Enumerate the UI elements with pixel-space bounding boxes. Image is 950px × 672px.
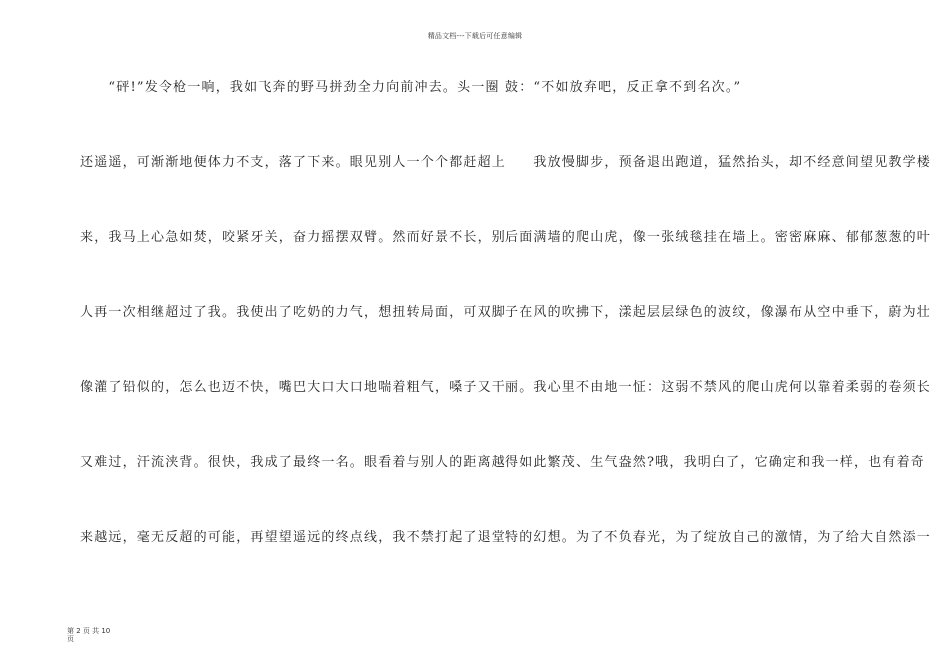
right-line-5: 丽。我心里不由地一怔：这弱不禁风的爬山虎何以靠着柔弱的卷须长 [505,380,932,395]
right-text-column [505,80,932,605]
right-line-1: 鼓：“不如放弃吧，反正拿不到名次。” [505,80,742,95]
left-line-3: 来，我马上心急如焚，咬紧牙关，奋力摇摆双臂。然而好景不长，别 [80,230,507,245]
left-line-1: “砰!”发令枪一响，我如飞奔的野马拼劲全力向前冲去。头一圈 [80,80,500,95]
page-number-footer [67,627,127,643]
right-line-7: 特的幻想。为了不负春光，为了绽放自己的激情，为了给大自然添一 [505,530,932,545]
right-line-2: 我放慢脚步，预备退出跑道，猛然抬头，却不经意间望见教学楼 [505,155,932,170]
page-header: 精品文档---下载后可任意编辑 [427,32,523,40]
left-line-2: 还遥遥，可渐渐地便体力不支，落了下来。眼见别人一个个都赶超上 [80,155,507,170]
page-number-line-1: 第 2 页 共 10 [67,627,111,635]
right-line-4: 子在风的吹拂下，漾起层层绿色的波纹，像瀑布从空中垂下，蔚为壮 [505,305,932,320]
left-line-4: 人再一次相继超过了我。我使出了吃奶的力气，想扭转局面，可双脚 [80,305,507,320]
left-line-7: 来越远，毫无反超的可能，再望望遥远的终点线，我不禁打起了退堂 [80,530,507,545]
right-line-6: 得如此繁茂、生气盎然?哦，我明白了，它确定和我一样，也有着奇 [505,455,925,470]
page-number-line-2: 页 [67,635,74,643]
left-line-5: 像灌了铅似的，怎么也迈不快，嘴巴大口大口地喘着粗气，嗓子又干 [80,380,507,395]
left-line-6: 又难过，汗流浃背。很快，我成了最终一名。眼看着与别人的距离越 [80,455,507,470]
right-line-3: 后面满墙的爬山虎，像一张绒毯挂在墙上。密密麻麻、郁郁葱葱的叶 [505,230,932,245]
left-text-column [80,80,507,605]
